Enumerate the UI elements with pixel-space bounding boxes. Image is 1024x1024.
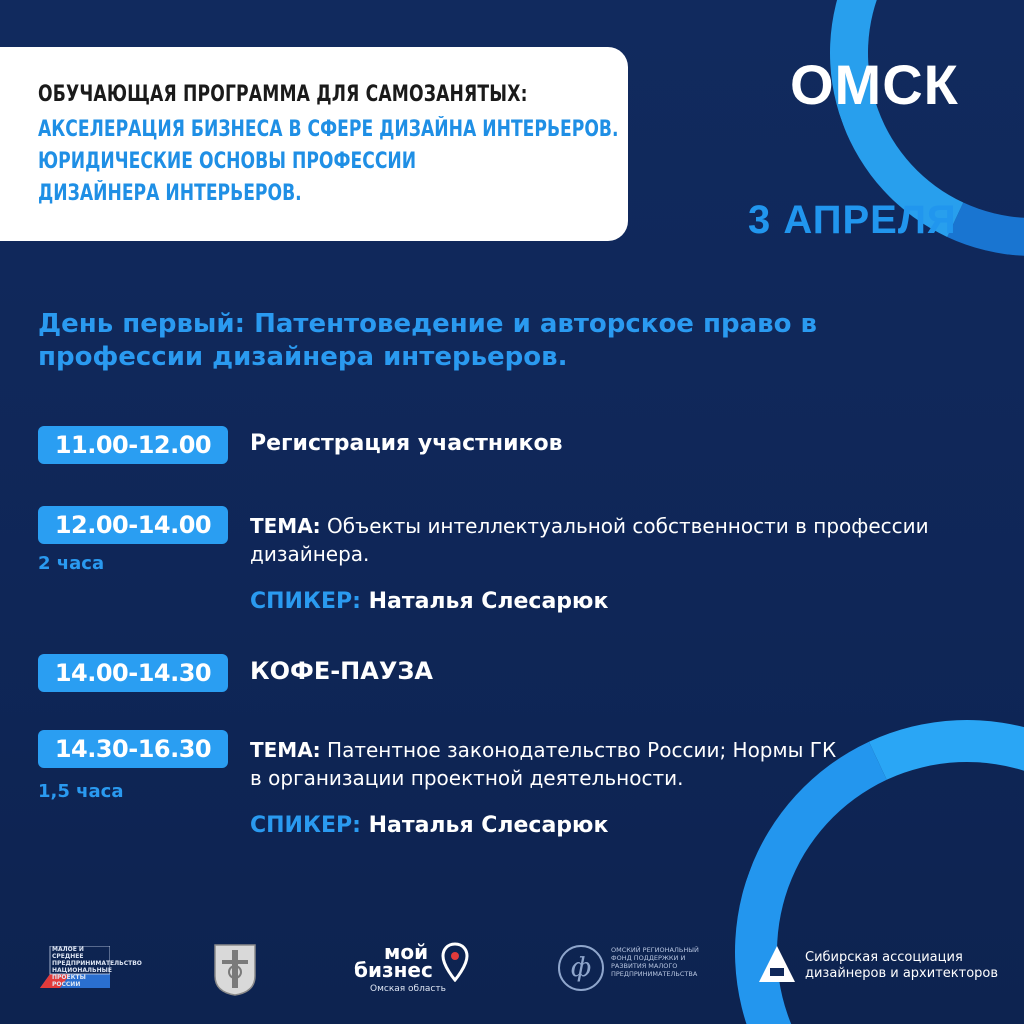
svg-text:ф: ф [570, 953, 592, 983]
sad-line-2: дизайнеров и архитекторов [805, 966, 999, 981]
sad-text [805, 950, 998, 982]
partner-logos [0, 930, 1024, 1010]
decorative-ring-top [773, 0, 1024, 313]
moy-biznes-logo [352, 940, 472, 1002]
speaker-name: Наталья Слесарюк [368, 813, 609, 838]
location-pin-icon [440, 942, 470, 982]
event-date: 3 АПРЕЛЯ [748, 198, 957, 242]
national-projects-text: МАЛОЕ И СРЕДНЕЕ ПРЕДПРИНИМАТЕЛЬСТВО НАЦИОНАЛЬНЫЕ ПРОЕКТЫ РОССИИ [52, 946, 142, 988]
topic-value: Объекты интеллектуальной собственности в профессии дизайнера. [250, 514, 929, 566]
topic-label: ТЕМА: [250, 514, 321, 538]
speaker-label: СПИКЕР: [250, 813, 361, 838]
omsk-fund-logo [555, 942, 715, 1002]
topic-value: Патентное законодательство России; Нормы ГК [327, 738, 837, 762]
duration-label: 1,5 часа [38, 781, 124, 802]
speaker-name: Наталья Слесарюк [368, 589, 609, 614]
slot-text: Регистрация участников [250, 431, 563, 456]
moy-biznes-region: Омская область [370, 984, 446, 994]
sad-logo [757, 944, 1007, 994]
time-badge: 11.00-12.00 [38, 426, 228, 464]
speaker-label: СПИКЕР: [250, 589, 361, 614]
omsk-emblem-icon [212, 942, 258, 996]
title-line-1: ОБУЧАЮЩАЯ ПРОГРАММА ДЛЯ САМОЗАНЯТЫХ: [38, 82, 528, 107]
duration-label: 2 часа [38, 553, 105, 574]
sad-line-1: Сибирская ассоциация [805, 950, 963, 965]
topic-text [250, 736, 990, 792]
day-title: День первый: Патентоведение и авторское право в профессии дизайнера интерьеров. [38, 309, 817, 372]
topic-label: ТЕМА: [250, 738, 321, 762]
moy-biznes-text-2: бизнес [354, 958, 433, 982]
speaker-line [250, 812, 990, 840]
time-badge: 14.00-14.30 [38, 654, 228, 692]
speaker-line [250, 588, 990, 616]
fund-text: ОМСКИЙ РЕГИОНАЛЬНЫЙ ФОНД ПОДДЕРЖКИ И РАЗВИТИЯ МАЛОГО ПРЕДПРИНИМАТЕЛЬСТВА [611, 946, 699, 978]
moy-biznes-text-1: мой [384, 940, 429, 964]
topic-value-2: в организации проектной деятельности. [250, 766, 684, 790]
title-line-4: ДИЗАЙНЕРА ИНТЕРЬЕРОВ. [38, 181, 302, 206]
slot-text: КОФЕ-ПАУЗА [250, 657, 433, 685]
time-badge: 12.00-14.00 [38, 506, 228, 544]
topic-text [250, 512, 990, 568]
title-line-2: АКСЕЛЕРАЦИЯ БИЗНЕСА В СФЕРЕ ДИЗАЙНА ИНТЕРЬЕРОВ. [38, 117, 619, 142]
city-name: ОМСК [790, 53, 959, 116]
title-card [0, 47, 628, 241]
national-projects-logo [40, 946, 142, 988]
time-badge: 14.30-16.30 [38, 730, 228, 768]
title-line-3: ЮРИДИЧЕСКИЕ ОСНОВЫ ПРОФЕССИИ [38, 149, 417, 174]
